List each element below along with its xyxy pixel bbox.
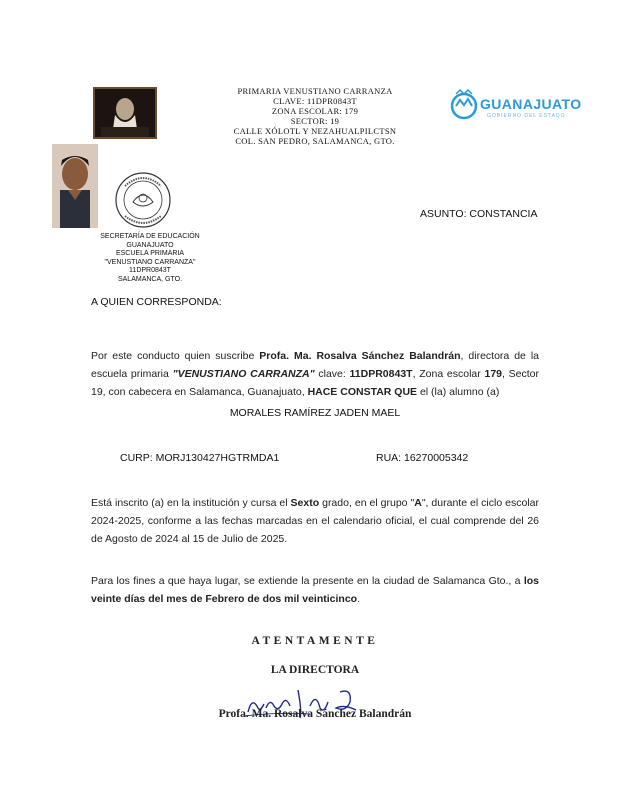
official-seal: [111, 170, 175, 230]
text-run: grado, en el grupo ": [319, 497, 415, 509]
school-sector: SECTOR: 19: [290, 116, 340, 126]
sep-line: SECRETARÍA DE EDUCACIÓN: [100, 233, 200, 240]
school-name-line: PRIMARIA VENUSTIANO CARRANZA: [237, 86, 393, 96]
sep-line: 11DPR0843T: [129, 267, 171, 275]
sep-line: SALAMANCA, GTO.: [117, 275, 183, 283]
school-header: [205, 86, 425, 146]
closing-atentamente: ATENTAMENTE: [251, 635, 379, 647]
text-run: Por este conducto quien suscribe: [91, 350, 260, 362]
school-code: 11DPR0843T: [349, 368, 413, 380]
document-subject: ASUNTO: CONSTANCIA: [420, 208, 538, 220]
text-run: ", durante el ciclo escolar 2024-2025, conforme a las fechas marcadas en el calendario oficial, el cual comprende del 26 de Agosto de 2024 al 15 de Julio de 2025.: [91, 497, 539, 545]
sep-line: GUANAJUATO: [126, 241, 174, 249]
student-curp: CURP: MORJ130427HGTRMDA1: [120, 452, 280, 464]
text-run: Para los fines a que haya lugar, se extiende la presente en la ciudad de Salamanca Gto., a: [91, 575, 524, 587]
school-clave: CLAVE: 11DPR0843T: [273, 96, 357, 106]
signer-name: Profa. Ma. Rosalva Sánchez Balandrán: [218, 708, 412, 720]
student-photo: [52, 144, 98, 228]
paragraph-intro: [91, 347, 539, 401]
logo-wordmark: GUANAJUATO: [480, 96, 582, 112]
paragraph-closing: [91, 572, 539, 608]
sep-line: ESCUELA PRIMARIA: [115, 250, 185, 258]
issue-date: los veinte días del mes de Febrero de dos mil veinticinco: [91, 575, 539, 605]
text-run: clave:: [314, 368, 350, 380]
text-run: el (la) alumno (a): [417, 386, 500, 398]
sep-line: "VENUSTIANO CARRANZA": [104, 258, 196, 266]
closing-role: LA DIRECTORA: [270, 664, 360, 676]
text-run: .: [357, 593, 361, 605]
student-rua: RUA: 16270005342: [376, 452, 469, 464]
sep-text-block: [95, 233, 205, 285]
greeting: A QUIEN CORRESPONDA:: [91, 296, 222, 308]
school-name: "VENUSTIANO CARRANZA": [172, 368, 315, 380]
text-run: Está inscrito (a) en la institución y cursa el: [91, 497, 291, 509]
paragraph-enrollment: [91, 494, 539, 548]
zone-number: 179: [484, 368, 503, 380]
text-run: , Zona escolar: [412, 368, 485, 380]
text-run: , Sector 19, con cabecera en Salamanca, Guanajuato,: [91, 368, 540, 398]
student-name: MORALES RAMÍREZ JADEN MAEL: [229, 407, 401, 419]
school-zona: ZONA ESCOLAR: 179: [271, 106, 359, 116]
group: A: [414, 497, 422, 509]
school-street: CALLE XÓLOTL Y NEZAHUALPILCTSN: [233, 126, 397, 136]
text-run: , directora de la escuela primaria: [91, 350, 539, 380]
carranza-portrait: [93, 87, 157, 139]
logo-tagline: GOBIERNO DEL ESTADO: [487, 113, 566, 119]
grade: Sexto: [290, 497, 320, 509]
school-colonia: COL. SAN PEDRO, SALAMANCA, GTO.: [235, 136, 395, 146]
hace-constar: HACE CONSTAR QUE: [307, 386, 418, 398]
director-name: Profa. Ma. Rosalva Sánchez Balandrán: [259, 350, 461, 362]
